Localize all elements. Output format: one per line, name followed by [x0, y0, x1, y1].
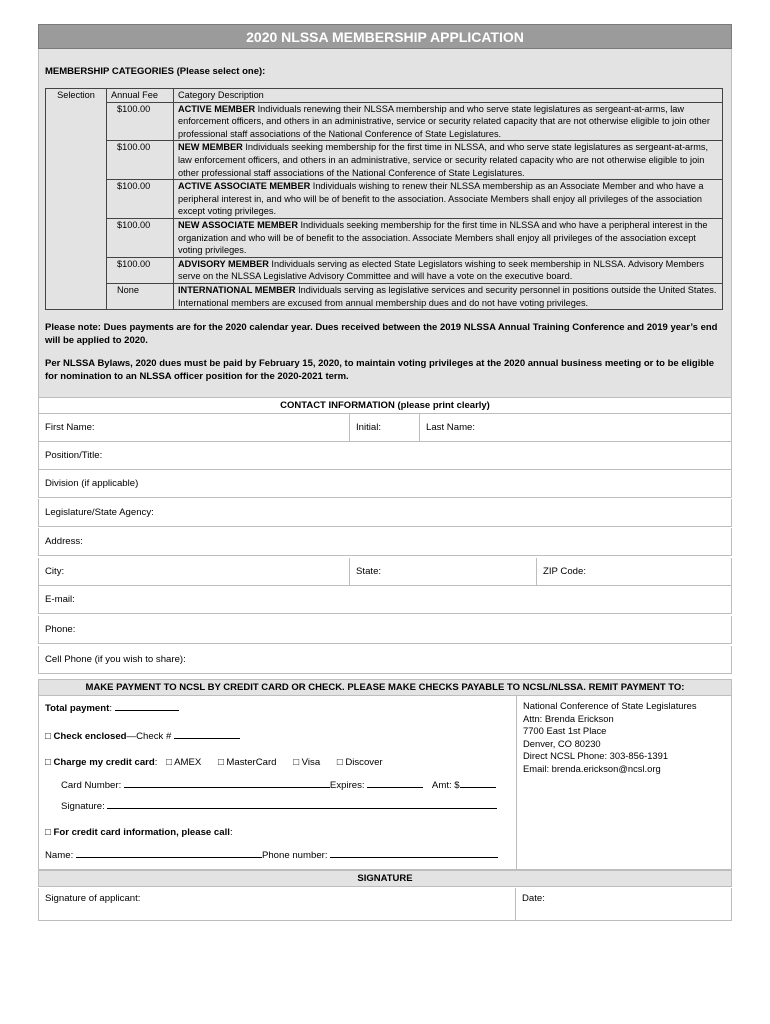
remit-line: National Conference of State Legislatures	[523, 700, 697, 711]
bylaws-note: Per NLSSA Bylaws, 2020 dues must be paid by February 15, 2020, to maintain voting privileges at the 2020 annual business meeting or to be eligible for nomination to an NLSSA officer position for the 2020-2021 term.	[45, 358, 715, 382]
email-label: E-mail:	[45, 594, 75, 605]
remit-line: Direct NCSL Phone: 303-856-1391	[523, 750, 669, 762]
division-label: Division (if applicable)	[45, 478, 139, 489]
division-row	[38, 470, 732, 498]
description-cell	[174, 141, 723, 180]
legislature-label: Legislature/State Agency:	[45, 507, 154, 518]
check-number-label: —Check #	[126, 731, 172, 742]
date-label: Date:	[522, 893, 545, 904]
membership-categories-table	[45, 88, 723, 310]
payment-heading: MAKE PAYMENT TO NCSL BY CREDIT CARD OR CHECK. PLEASE MAKE CHECKS PAYABLE TO NCSL/NLSSA. REMIT PAYMENT TO:	[38, 679, 732, 696]
contact-name-line	[45, 848, 498, 861]
charge-card-label: Charge my credit card	[53, 757, 155, 768]
card-signature-line	[61, 799, 497, 812]
fee-cell: $100.00	[107, 218, 174, 257]
address-field[interactable]	[39, 528, 731, 555]
amex-label: AMEX	[174, 757, 202, 768]
card-number-label: Card Number:	[61, 780, 122, 791]
category-name: ADVISORY MEMBER	[178, 258, 269, 269]
phone-field[interactable]	[39, 616, 731, 643]
email-field[interactable]	[39, 586, 731, 613]
fee-cell: $100.00	[107, 180, 174, 219]
call-checkbox[interactable]: □	[45, 827, 51, 838]
amount-label: Amt: $	[431, 780, 460, 791]
initial-field[interactable]	[350, 414, 419, 441]
table-row	[46, 257, 723, 283]
phone-label: Phone:	[45, 624, 76, 635]
category-name: ACTIVE ASSOCIATE MEMBER	[178, 181, 311, 192]
card-signature-field[interactable]	[107, 799, 497, 809]
description-header: Category Description	[174, 89, 723, 103]
description-cell	[174, 283, 723, 309]
applicant-signature-field[interactable]	[39, 888, 515, 920]
remit-address	[516, 696, 732, 869]
applicant-signature-label: Signature of applicant:	[45, 893, 141, 904]
zip-field[interactable]	[537, 558, 731, 585]
cell-phone-label: Cell Phone (if you wish to share):	[45, 654, 186, 665]
phone-number-field[interactable]	[330, 848, 498, 858]
amex-checkbox[interactable]: □	[166, 757, 172, 768]
category-desc: Individuals serving as elected State Legislators wishing to seek membership in NLSSA. Advisory Members serve on the NLSSA Legislative Advisory Committee and will have a vote on the executive board.	[178, 258, 704, 282]
card-number-line	[61, 778, 496, 791]
selection-cell[interactable]	[46, 283, 107, 309]
fee-cell: None	[107, 283, 174, 309]
call-line: □ For credit card information, please call:	[45, 827, 233, 838]
name-label: Name:	[45, 850, 74, 861]
last-name-field[interactable]	[420, 414, 730, 441]
table-row	[46, 218, 723, 257]
description-cell	[174, 102, 723, 141]
category-name: INTERNATIONAL MEMBER	[178, 284, 296, 295]
category-desc: Individuals wishing to renew their NLSSA membership as an Associate Member and who have a peripheral interest in, and who will be of benefit to the association. Associate Members shall enjoy all privileges of the association except voting privileges.	[178, 181, 704, 217]
expires-label: Expires:	[329, 780, 365, 791]
last-name-label: Last Name:	[426, 422, 476, 433]
category-desc: Individuals seeking membership for the first time in NLSSA and who have a peripheral interest in the organization and who will be of benefit to the association. Associate Members shall enjoy all privileges of the association except voting privileges.	[178, 219, 708, 256]
selection-cell[interactable]	[46, 180, 107, 219]
payment-options	[39, 696, 515, 869]
city-field[interactable]	[39, 558, 349, 585]
name-row	[38, 414, 732, 442]
charge-checkbox[interactable]: □	[45, 757, 51, 768]
card-signature-label: Signature:	[61, 801, 105, 812]
amount-field[interactable]	[460, 778, 496, 788]
category-desc: Individuals renewing their NLSSA membership and who serve state legislatures as sergeant-at-arms, law enforcement officers, and others in an administrative, service or security related capacity that are not otherwise eligible to join other professional staff associations of the National Conference of State Legislatures.	[178, 103, 710, 139]
selection-cell[interactable]	[46, 141, 107, 180]
division-field[interactable]	[39, 470, 731, 497]
email-row	[38, 586, 732, 614]
selection-cell[interactable]	[46, 257, 107, 283]
selection-header: Selection	[46, 89, 107, 103]
signature-row	[38, 888, 732, 921]
dues-note: Please note: Dues payments are for the 2020 calendar year. Dues received between the 2019 NLSSA Annual Training Conference and 2019 year’s end will be applied to 2020.	[45, 322, 718, 346]
category-name: ACTIVE MEMBER	[178, 103, 256, 114]
table-row	[46, 102, 723, 141]
fee-cell: $100.00	[107, 102, 174, 141]
state-field[interactable]	[350, 558, 536, 585]
mastercard-checkbox[interactable]: □	[217, 757, 224, 768]
table-row	[46, 141, 723, 180]
expires-field[interactable]	[367, 778, 423, 788]
form-title: 2020 NLSSA MEMBERSHIP APPLICATION	[38, 24, 732, 49]
remit-line: Email: brenda.erickson@ncsl.org	[523, 762, 661, 774]
visa-label: Visa	[301, 757, 321, 768]
discover-checkbox[interactable]: □	[336, 757, 343, 768]
fee-cell: $100.00	[107, 141, 174, 180]
remit-line: Attn: Brenda Erickson	[523, 712, 614, 724]
visa-checkbox[interactable]: □	[293, 757, 299, 768]
table-header-row	[46, 89, 723, 103]
total-payment-line: Total payment:	[45, 701, 179, 714]
city-label: City:	[45, 566, 65, 577]
cell-phone-row	[38, 646, 732, 674]
remit-line: Denver, CO 80230	[523, 737, 601, 749]
category-desc: Individuals seeking membership for the first time in NLSSA, and who serve state legislatures as sergeant-at-arms, law enforcement officers, and others in an administrative, service or security related capacity who are not otherwise eligible to join other professional staff associations of the National Conference of State Legislatures.	[178, 142, 709, 178]
legislature-field[interactable]	[39, 499, 731, 526]
check-enclosed-label: Check enclosed	[53, 731, 127, 742]
phone-row	[38, 616, 732, 644]
fee-header: Annual Fee	[107, 89, 174, 103]
name-field[interactable]	[76, 848, 262, 858]
address-label: Address:	[45, 536, 83, 547]
description-cell	[174, 257, 723, 283]
contact-heading: CONTACT INFORMATION (please print clearly)	[38, 397, 732, 414]
fee-cell: $100.00	[107, 257, 174, 283]
zip-label: ZIP Code:	[543, 566, 587, 577]
description-cell	[174, 180, 723, 219]
categories-heading: MEMBERSHIP CATEGORIES (Please select one):	[45, 66, 266, 77]
card-number-field[interactable]	[124, 778, 330, 788]
table-row	[46, 180, 723, 219]
payment-area	[38, 696, 732, 870]
remit-line: 7700 East 1st Place	[523, 725, 607, 737]
mastercard-label: MasterCard	[226, 757, 277, 768]
cell-phone-field[interactable]	[39, 646, 731, 673]
table-row	[46, 283, 723, 309]
check-line	[45, 729, 240, 742]
category-name: NEW ASSOCIATE MEMBER	[178, 219, 298, 230]
category-name: NEW MEMBER	[178, 142, 243, 153]
selection-cell[interactable]	[46, 102, 107, 141]
check-number-field[interactable]	[174, 729, 240, 739]
total-payment-label: Total payment	[45, 703, 110, 714]
check-checkbox[interactable]: □	[45, 731, 51, 742]
category-desc: Individuals serving as legislative services and security personnel in positions outside the United States. International members are excused from annual membership dues and do not have voting privileges.	[178, 284, 717, 308]
first-name-field[interactable]	[39, 414, 349, 441]
address-row	[38, 528, 732, 556]
phone-number-label: Phone number:	[261, 850, 328, 861]
city-row	[38, 558, 732, 586]
position-label: Position/Title:	[45, 450, 103, 461]
state-label: State:	[356, 566, 382, 577]
first-name-label: First Name:	[45, 422, 95, 433]
call-label: For credit card information, please call	[53, 827, 230, 838]
signature-heading: SIGNATURE	[38, 870, 732, 887]
date-field[interactable]	[516, 888, 732, 920]
selection-cell[interactable]	[46, 218, 107, 257]
initial-label: Initial:	[356, 422, 382, 433]
description-cell	[174, 218, 723, 257]
legislature-row	[38, 499, 732, 527]
position-row	[38, 442, 732, 470]
total-payment-field[interactable]	[115, 701, 179, 711]
position-field[interactable]	[39, 442, 731, 469]
discover-label: Discover	[345, 757, 383, 768]
credit-card-line: □ Charge my credit card: □ AMEX □ MasterCard □ Visa □ Discover	[45, 757, 383, 768]
